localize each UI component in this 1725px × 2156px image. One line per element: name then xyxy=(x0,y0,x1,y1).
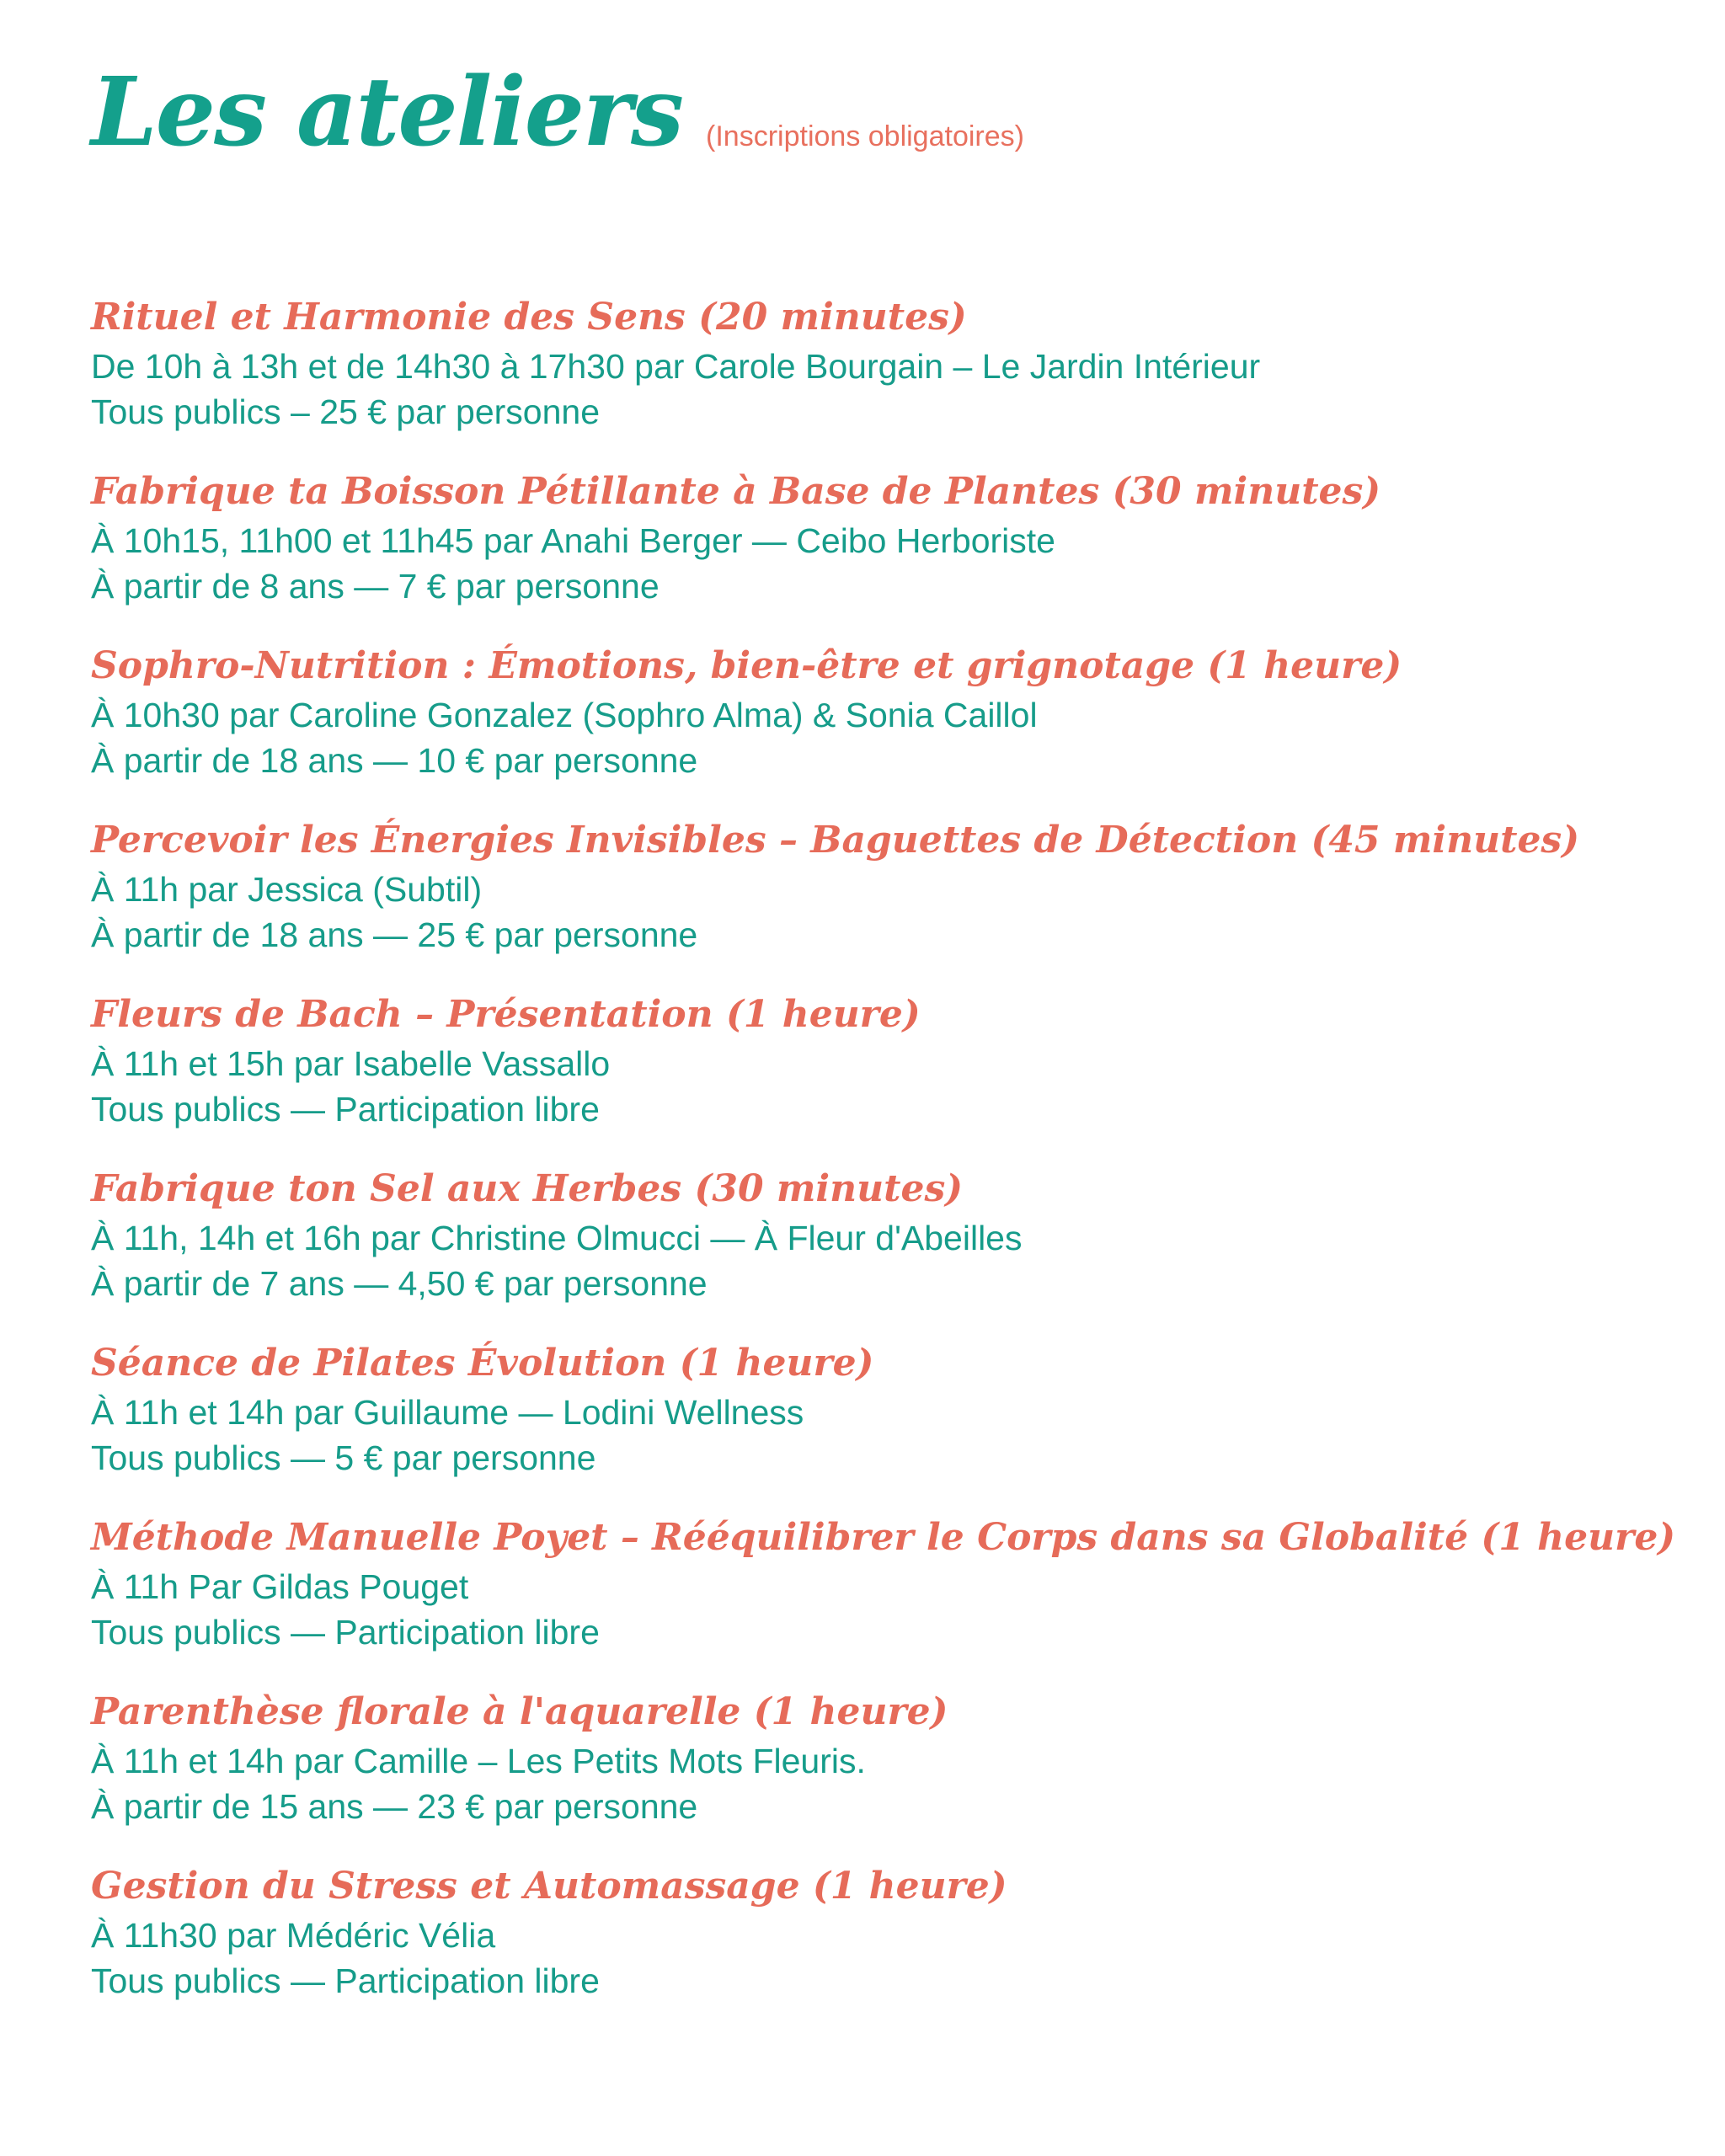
workshop-title: Rituel et Harmonie des Sens (20 minutes) xyxy=(91,296,967,339)
workshop-item xyxy=(91,1163,1691,1337)
page-subtitle: (Inscriptions obligatoires) xyxy=(706,120,1024,152)
workshop-item xyxy=(91,989,1691,1163)
workshop-schedule: À 10h30 par Caroline Gonzalez (Sophro Alma) & Sonia Caillol xyxy=(91,696,1038,734)
workshop-audience-price: À partir de 18 ans — 25 € par personne xyxy=(91,915,698,954)
workshop-schedule: À 11h, 14h et 16h par Christine Olmucci — À Fleur d'Abeilles xyxy=(91,1219,1023,1257)
workshop-title: Méthode Manuelle Poyet – Rééquilibrer le Corps dans sa Globalité (1 heure) xyxy=(91,1516,1676,1559)
workshop-item xyxy=(91,1512,1691,1686)
workshop-audience-price: À partir de 15 ans — 23 € par personne xyxy=(91,1787,698,1826)
workshop-audience-price: À partir de 8 ans — 7 € par personne xyxy=(91,567,660,606)
workshop-item xyxy=(91,1860,1691,2035)
workshop-title: Fleurs de Bach – Présentation (1 heure) xyxy=(91,993,921,1036)
page-title: Les ateliers xyxy=(91,57,683,168)
workshop-title: Fabrique ta Boisson Pétillante à Base de Plantes (30 minutes) xyxy=(91,470,1381,513)
workshop-audience-price: Tous publics — 5 € par personne xyxy=(91,1438,596,1477)
workshop-schedule: À 11h et 14h par Guillaume — Lodini Wellness xyxy=(91,1393,804,1432)
workshop-schedule: À 11h Par Gildas Pouget xyxy=(91,1567,469,1606)
workshop-item xyxy=(91,1686,1691,1860)
workshop-schedule: À 10h15, 11h00 et 11h45 par Anahi Berger — Ceibo Herboriste xyxy=(91,521,1055,560)
workshop-schedule: À 11h et 14h par Camille – Les Petits Mots Fleuris. xyxy=(91,1742,866,1780)
workshop-title: Parenthèse florale à l'aquarelle (1 heure) xyxy=(91,1690,948,1733)
workshop-list xyxy=(91,291,1691,2035)
workshop-audience-price: À partir de 7 ans — 4,50 € par personne xyxy=(91,1264,708,1303)
workshop-item xyxy=(91,640,1691,814)
workshop-title: Sophro-Nutrition : Émotions, bien-être et grignotage (1 heure) xyxy=(91,644,1402,687)
workshop-audience-price: Tous publics — Participation libre xyxy=(91,1613,600,1652)
workshop-item xyxy=(91,291,1691,466)
workshop-item xyxy=(91,814,1691,989)
workshop-audience-price: Tous publics — Participation libre xyxy=(91,1961,600,2000)
workshop-audience-price: Tous publics – 25 € par personne xyxy=(91,392,601,431)
workshop-item xyxy=(91,1337,1691,1512)
workshop-audience-price: Tous publics — Participation libre xyxy=(91,1090,600,1129)
workshop-title: Fabrique ton Sel aux Herbes (30 minutes) xyxy=(91,1167,964,1210)
workshop-title: Gestion du Stress et Automassage (1 heure) xyxy=(91,1865,1007,1908)
workshop-title: Percevoir les Énergies Invisibles – Baguettes de Détection (45 minutes) xyxy=(91,819,1580,862)
header xyxy=(91,57,1024,168)
workshop-schedule: À 11h par Jessica (Subtil) xyxy=(91,870,483,909)
workshop-schedule: À 11h et 15h par Isabelle Vassallo xyxy=(91,1044,611,1083)
workshop-title: Séance de Pilates Évolution (1 heure) xyxy=(91,1342,874,1385)
workshop-item xyxy=(91,466,1691,640)
workshop-schedule: De 10h à 13h et de 14h30 à 17h30 par Carole Bourgain – Le Jardin Intérieur xyxy=(91,347,1261,386)
workshop-audience-price: À partir de 18 ans — 10 € par personne xyxy=(91,741,698,780)
workshop-schedule: À 11h30 par Médéric Vélia xyxy=(91,1916,496,1955)
